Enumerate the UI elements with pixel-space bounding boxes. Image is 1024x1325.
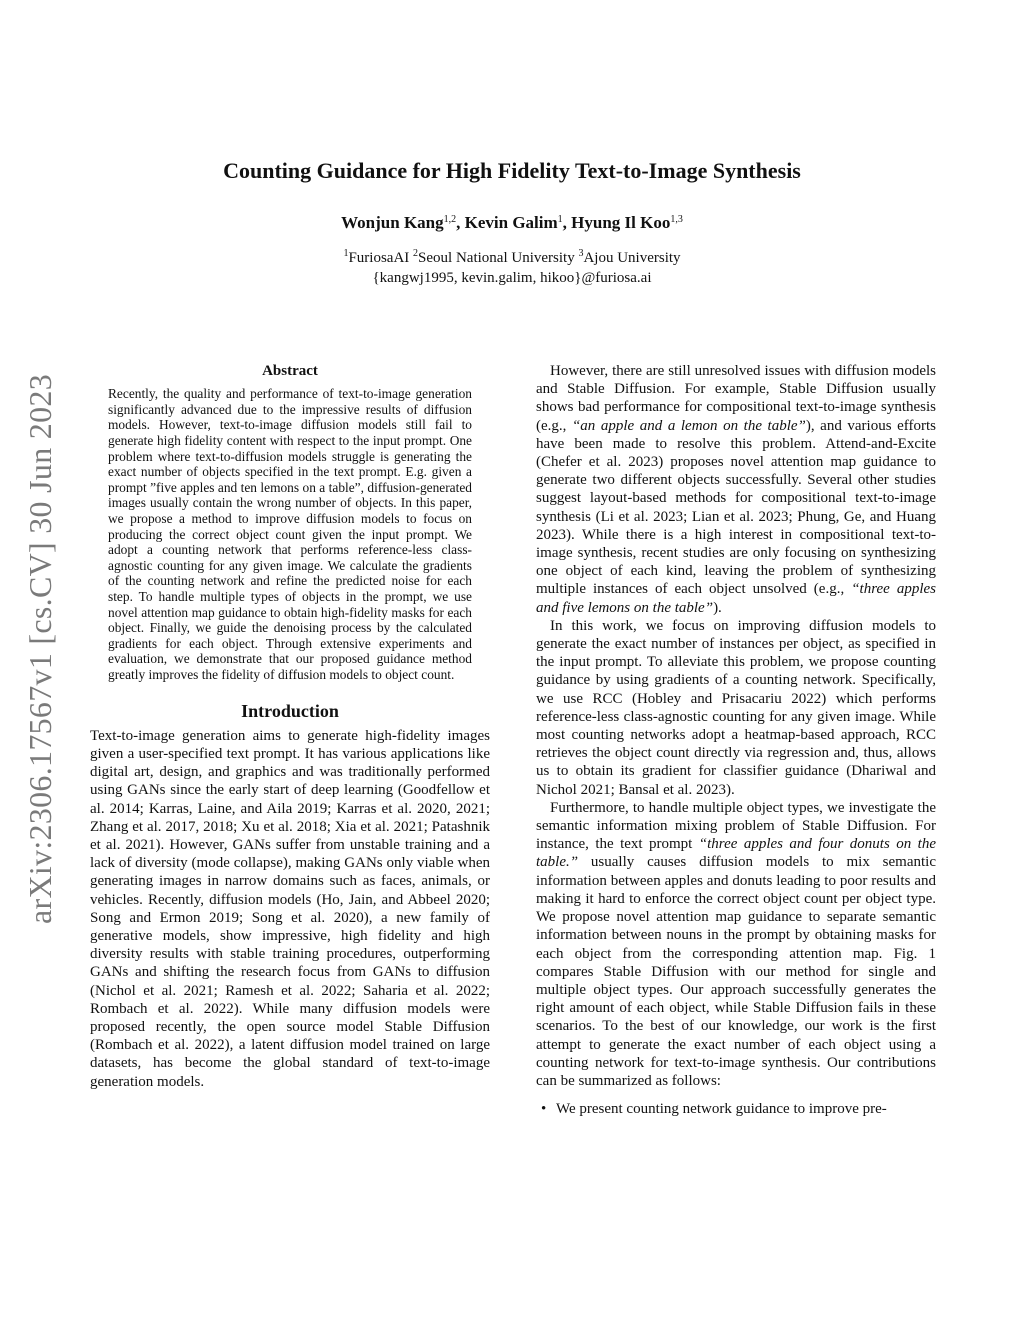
author-affil-mark: 1,3 — [670, 214, 683, 225]
intro-paragraph-4 — [536, 799, 936, 1090]
author-name: Hyung Il Koo — [571, 213, 671, 232]
paper-title: Counting Guidance for High Fidelity Text-to-Image Synthesis — [223, 158, 801, 183]
bullet-icon: • — [541, 1101, 547, 1118]
right-column — [536, 362, 936, 1118]
example-prompt: “three apples and five lemons on the table” — [536, 581, 936, 616]
author-affil-mark: 1,2 — [443, 214, 457, 225]
author-emails: {kangwj1995, kevin.galim, hikoo}@furiosa.ai — [372, 270, 652, 286]
abstract-heading: Abstract — [262, 363, 318, 379]
arxiv-identifier: arXiv:2306.17567v1 [cs.CV] 30 Jun 2023 — [22, 373, 58, 925]
affil-num: 1 — [343, 248, 349, 259]
paragraph-text: ), and various efforts have been made to resolve this problem. Attend-and-Excite (Chefer et al. 2023) proposes novel attention map guidance to generate two different objects successfully. Several other studies suggest layout-based methods for compositional text-to-image synthesis (Li et al. 2023; Lian et al. 2023; Phung, Ge, and Huang 2023). While there is a high interest in compositional text-to-image synthesis, recent studies are only focusing on synthesizing one object of each kind, leaving the problem of synthesizing multiple instances of each object unsolved (e.g., — [536, 417, 936, 598]
affil-name: FuriosaAI — [348, 250, 410, 266]
abstract-text: Recently, the quality and performance of text-to-image generation significantly advanced due to the impressive results of diffusion models. However, text-to-image diffusion models still fail to generate high fidelity content with respect to the input prompt. One problem where text-to-diffusion models struggle is generating the exact number of objects specified in the text prompt. E.g. given a prompt ”five apples and ten lemons on a table”, diffusion-generated images usually contain the wrong number of objects. In this paper, we propose a method to improve diffusion models to focus on producing the correct object count given the input prompt. We adopt a counting network that performs reference-less class-agnostic counting for any given image. We calculate the gradients of the counting network and refine the predicted noise for each step. To handle multiple types of objects in the prompt, we use novel attention map guidance to obtain high-fidelity masks for each object. Finally, we guide the denoising process by the calculated gradients for each object. Through extensive experiments and evaluation, we demonstrate that our proposed guidance method greatly improves the fidelity of diffusion models to object count. — [108, 386, 472, 682]
affil-num: 3 — [578, 248, 584, 259]
example-prompt: “three apples and four donuts on the table.” — [536, 836, 936, 871]
bullet-text: We present counting network guidance to improve pre- — [556, 1101, 887, 1118]
author-name: Wonjun Kang — [341, 213, 444, 232]
author-name: Kevin Galim — [464, 213, 558, 232]
intro-paragraph-3: In this work, we focus on improving diffusion models to generate the exact number of instances per object, as specified in the input prompt. To alleviate this problem, we propose counting guidance by using gradients of a counting network. Specifically, we use RCC (Hobley and Prisacariu 2022) which performs reference-less class-agnostic counting for any given image. While most counting networks adopt a heatmap-based approach, RCC retrieves the object count directly via regression and, thus, allows us to obtain its gradient for classifier guidance (Dhariwal and Nichol 2021; Bansal et al. 2023). — [536, 617, 936, 798]
author-list: Wonjun Kang$^{1,2}$, Kevin Galim$^1$, Hyung Il Koo$^{1,3}$ — [341, 213, 683, 232]
affil-name: Ajou University — [583, 250, 681, 266]
paragraph-text: usually causes diffusion models to mix semantic information between apples and donuts leading to poor results and making it hard to enforce the correct object count per object type. We propose novel attention map guidance to separate semantic information between nouns in the prompt by obtaining masks for each object from the corresponding attention map. Fig. 1 compares Stable Diffusion with our method for single and multiple object types. Our approach successfully generates the right amount of each object, while Stable Diffusion fails in these scenarios. To the best of our knowledge, our work is the first attempt to generate the exact number of each object using a counting network for text-to-image synthesis. Our contributions can be summarized as follows: — [536, 854, 936, 1089]
example-prompt: “an apple and a lemon on the table” — [571, 417, 806, 434]
intro-paragraph-2 — [536, 362, 936, 617]
affiliation-line — [0, 248, 1024, 268]
author-affil-mark: 1 — [557, 214, 563, 225]
affiliations — [0, 248, 1024, 288]
section-heading-introduction: Introduction — [241, 701, 339, 722]
intro-paragraph-1: Text-to-image generation aims to generate high-fidelity images given a user-specified text prompt. It has various applications like digital art, design, and graphics and was traditionally performed using GANs since the early start of deep learning (Goodfellow et al. 2014; Karras, Laine, and Aila 2019; Karras et al. 2020, 2021; Zhang et al. 2017, 2018; Xu et al. 2018; Xia et al. 2021; Patashnik et al. 2021). However, GANs suffer from unstable training and a lack of diversity (mode collapse), making GANs only viable when generating images in narrow domains such as faces, animals, or vehicles. Recently, diffusion models (Ho, Jain, and Abbeel 2020; Song and Ermon 2019; Song et al. 2020), a new family of generative models, show impressive, high fidelity and high diversity results with stable training procedures, outperforming GANs and shifting the research focus from GANs to diffusion (Nichol et al. 2021; Ramesh et al. 2022; Saharia et al. 2022; Rombach et al. 2022). While many diffusion models were proposed recently, the open source model Stable Diffusion (Rombach et al. 2022), a latent diffusion model trained on large datasets, has become the global standard of text-to-image generation models. — [90, 727, 490, 1090]
contribution-bullet — [536, 1100, 936, 1118]
affil-name: Seoul National University — [418, 250, 575, 266]
left-column — [90, 362, 490, 1091]
affil-num: 2 — [413, 248, 419, 259]
paragraph-text: ). — [713, 599, 722, 616]
paragraph-text: Furthermore, to handle multiple object types, we investigate the semantic information mixing problem of Stable Diffusion. For instance, the text prompt — [536, 799, 936, 853]
paragraph-text: However, there are still unresolved issues with diffusion models and Stable Diffusion. For example, Stable Diffusion usually shows bad performance for compositional text-to-image synthesis (e.g., — [536, 363, 936, 434]
